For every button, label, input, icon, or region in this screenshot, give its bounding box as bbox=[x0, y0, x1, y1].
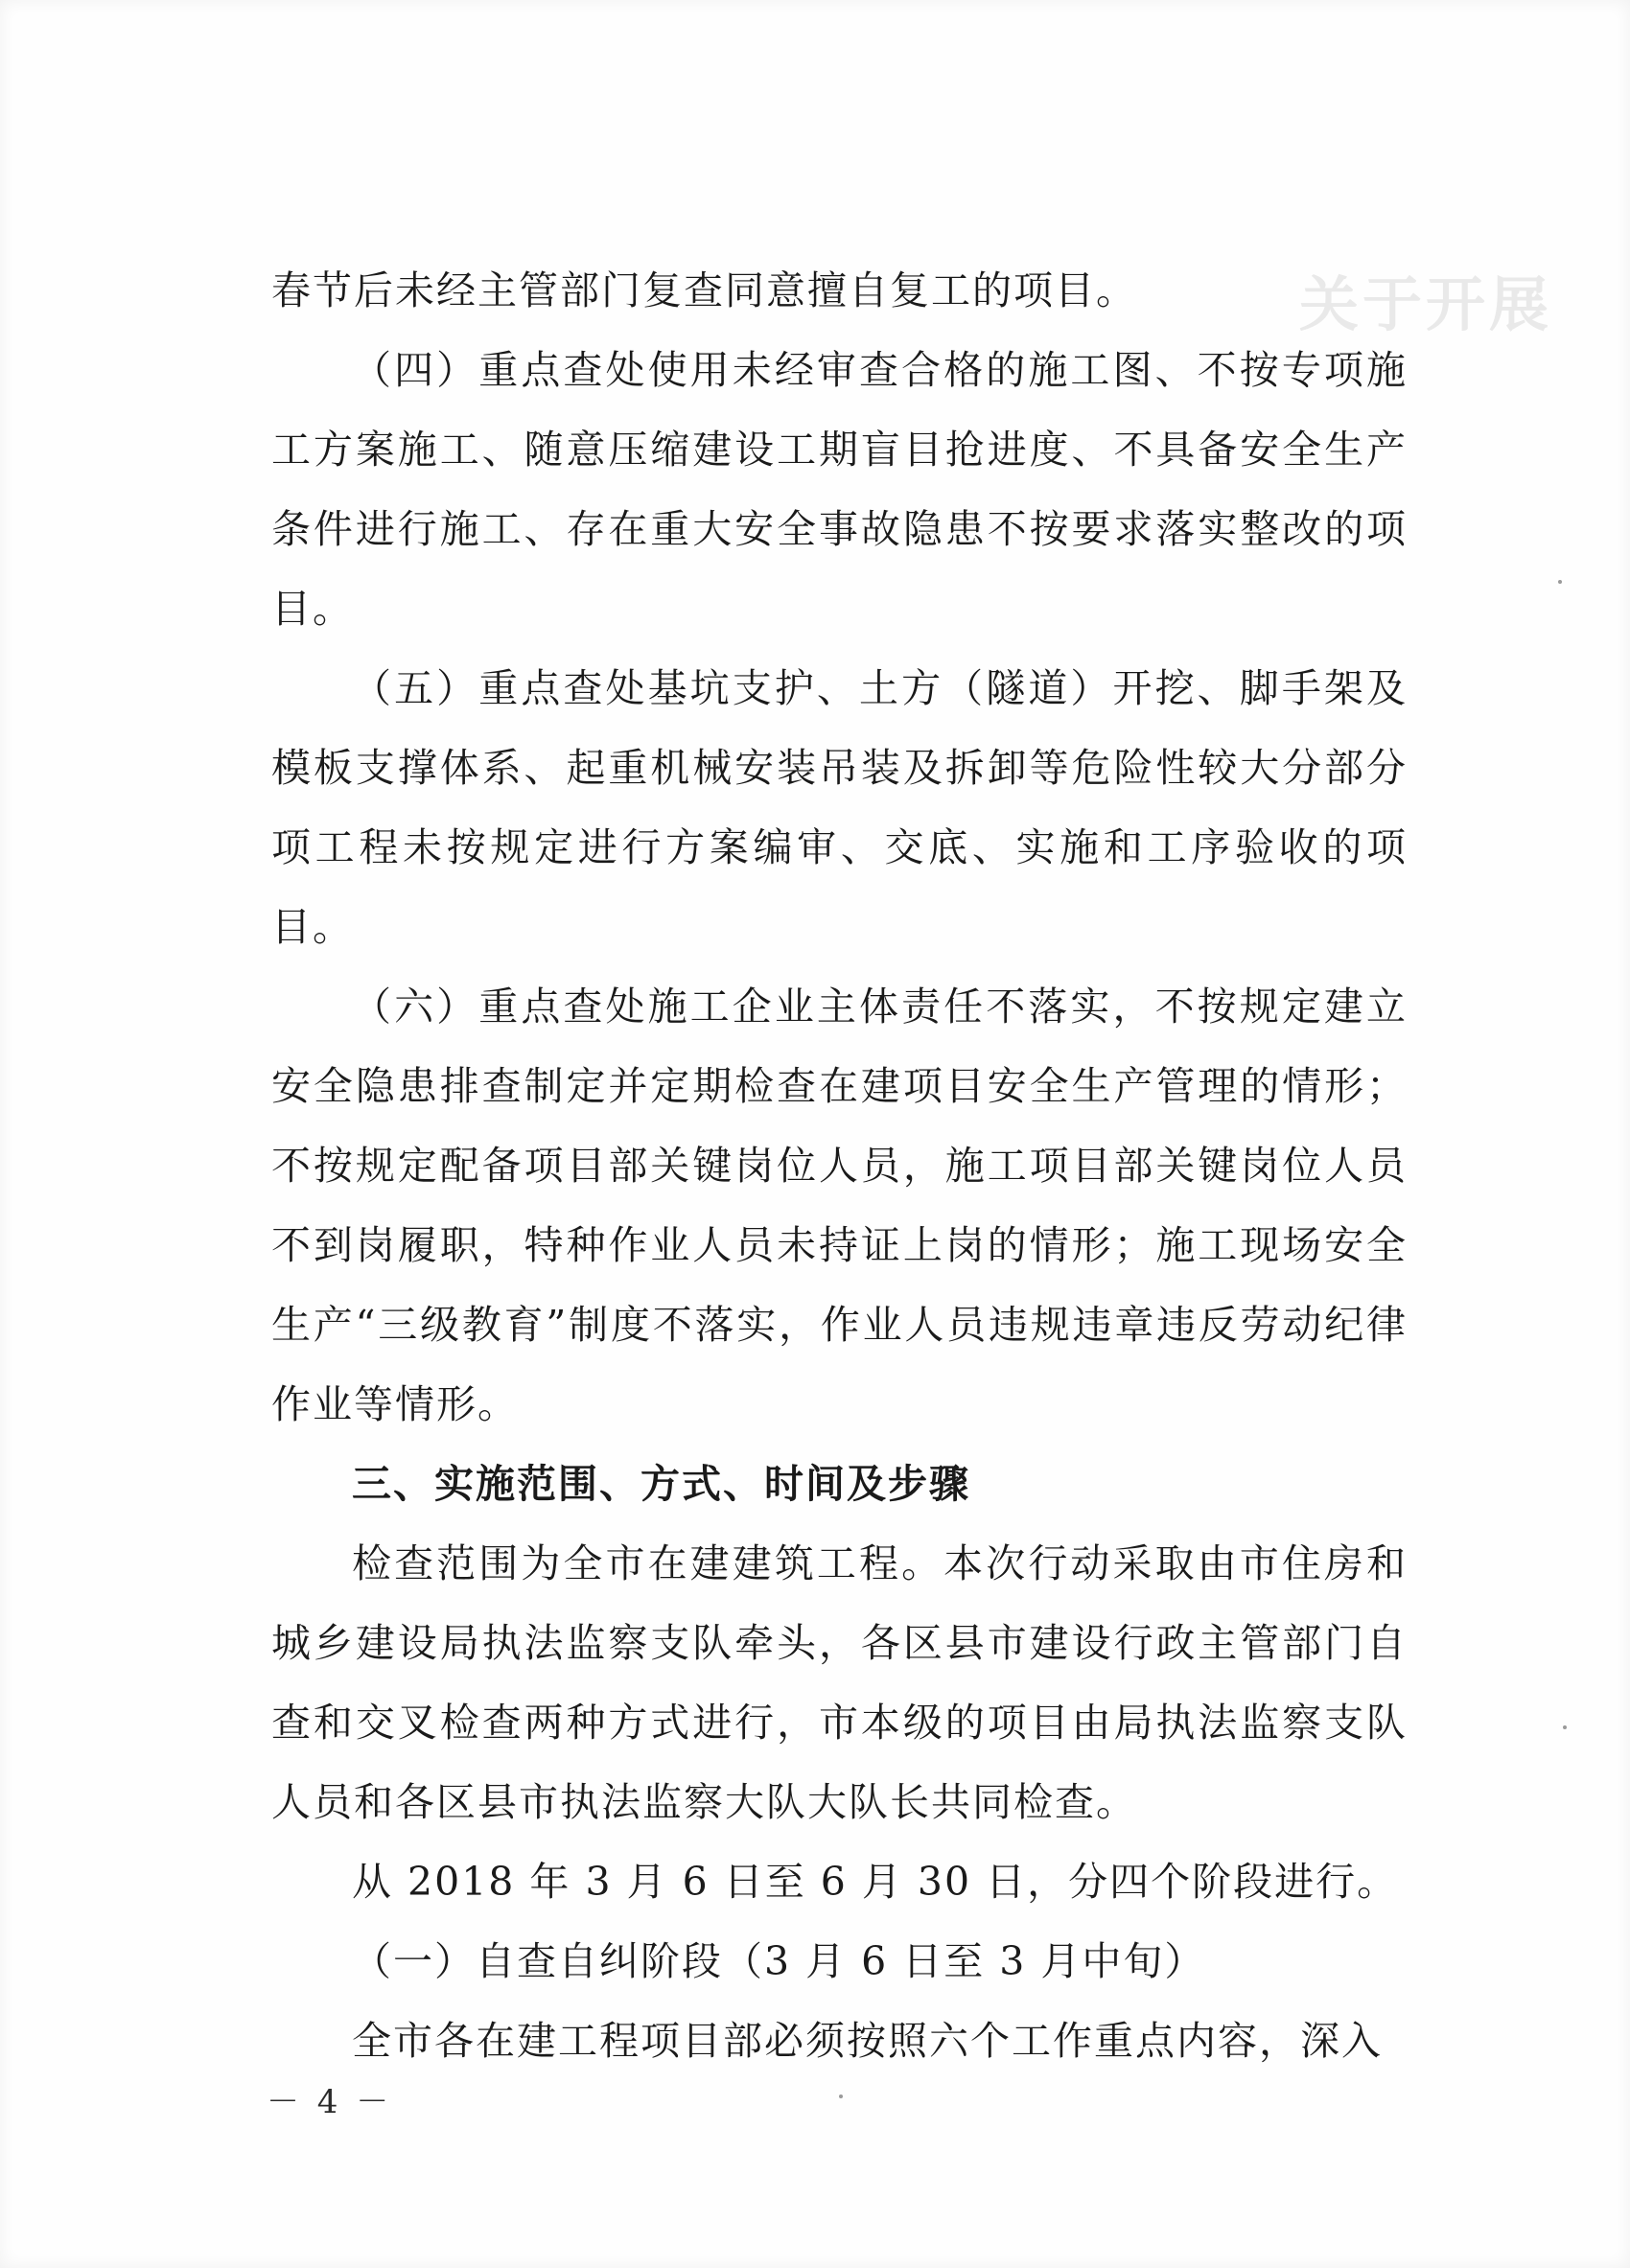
paragraph-continuation: 春节后未经主管部门复查同意擅自复工的项目。 bbox=[271, 267, 1137, 313]
subheading-self-inspection: （一）自查自纠阶段（3 月 6 日至 3 月中旬） bbox=[352, 1938, 1206, 1984]
paragraph-item-5: （五）重点查处基坑支护、土方（隧道）开挖、脚手架及模板支撑体系、起重机械安装吊装及拆卸等危险性较大分部分项工程未按规定进行方案编审、交底、实施和工序验收的项目。 bbox=[271, 665, 1408, 950]
scan-speck bbox=[1563, 1725, 1567, 1729]
paragraph-scope: 检查范围为全市在建建筑工程。本次行动采取由市住房和城乡建设局执法监察支队牵头，各区县市建设行政主管部门自查和交叉检查两种方式进行，市本级的项目由局执法监察支队人员和各区县市执法监察大队大队长共同检查。 bbox=[271, 1540, 1408, 1825]
paragraph-timeline: 从 2018 年 3 月 6 日至 6 月 30 日，分四个阶段进行。 bbox=[352, 1859, 1399, 1905]
scan-speck bbox=[839, 2094, 843, 2098]
paragraph-self-inspection: 全市各在建工程项目部必须按照六个工作重点内容，深入 bbox=[352, 2018, 1383, 2064]
scan-speck bbox=[1558, 580, 1562, 584]
page-number: － 4 － bbox=[267, 2083, 393, 2121]
paragraph-item-4: （四）重点查处使用未经审查合格的施工图、不按专项施工方案施工、随意压缩建设工期盲目抢进度、不具备安全生产条件进行施工、存在重大安全事故隐患不按要求落实整改的项目。 bbox=[271, 347, 1408, 632]
section-heading-3: 三、实施范围、方式、时间及步骤 bbox=[352, 1461, 970, 1507]
document-body bbox=[271, 251, 1408, 2081]
paragraph-item-6: （六）重点查处施工企业主体责任不落实，不按规定建立安全隐患排查制定并定期检查在建项目安全生产管理的情形；不按规定配备项目部关键岗位人员，施工项目部关键岗位人员不到岗履职，特种作业人员未持证上岗的情形；施工现场安全生产“三级教育”制度不落实，作业人员违规违章违反劳动纪律作业等情形。 bbox=[271, 984, 1408, 1427]
bleed-through-title: 关于开展 bbox=[1299, 269, 1553, 339]
